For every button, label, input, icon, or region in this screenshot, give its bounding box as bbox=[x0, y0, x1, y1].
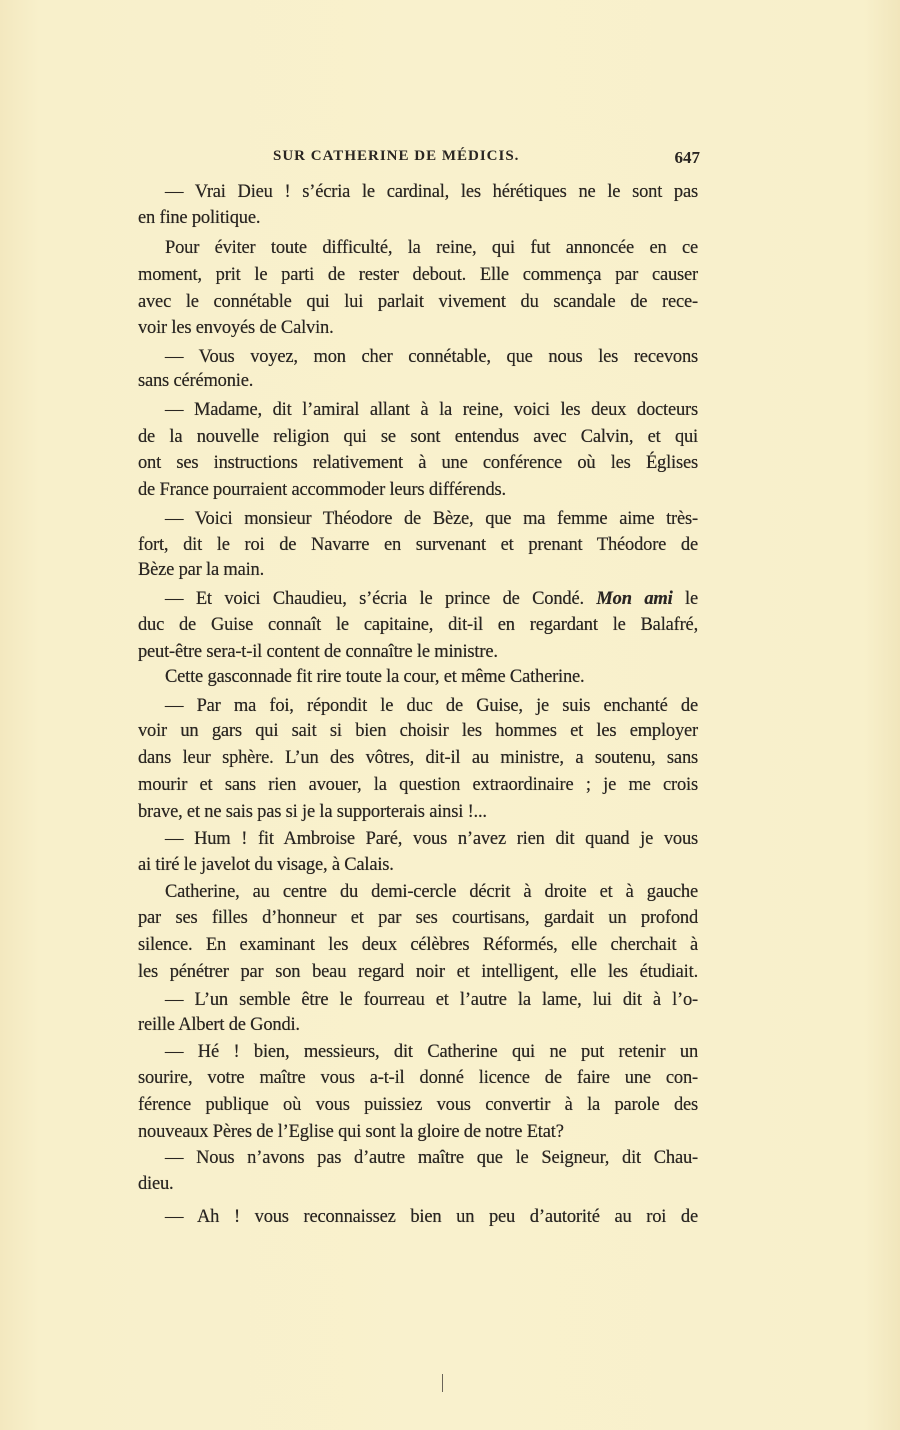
text-line-content: dieu. bbox=[138, 1174, 174, 1194]
text-line bbox=[165, 1040, 698, 1064]
text-line bbox=[138, 933, 698, 957]
text-line bbox=[138, 1093, 698, 1117]
text-line bbox=[138, 773, 698, 797]
page-number: 647 bbox=[674, 148, 700, 167]
text-line-content: — Ah ! vous reconnaissez bien un peu d’autorité au roi de bbox=[165, 1207, 698, 1227]
text-line bbox=[138, 478, 698, 502]
text-line bbox=[138, 316, 698, 340]
text-line-content: — Nous n’avons pas d’autre maître que le Seigneur, dit Chau- bbox=[165, 1148, 698, 1168]
text-line bbox=[165, 827, 698, 851]
text-line-content: Cette gasconnade fit rire toute la cour, et même Catherine. bbox=[165, 667, 585, 687]
text-line-content: nouveaux Pères de l’Eglise qui sont la gloire de notre Etat? bbox=[138, 1122, 564, 1142]
text-line-content: ont ses instructions relativement à une conférence où les Églises bbox=[138, 453, 698, 473]
text-line bbox=[138, 290, 698, 314]
text-line bbox=[138, 1172, 698, 1196]
text-line bbox=[138, 533, 698, 557]
text-line bbox=[138, 451, 698, 475]
text-line bbox=[138, 960, 698, 984]
scan-mark bbox=[442, 1374, 443, 1392]
text-line bbox=[165, 398, 698, 422]
text-line-content: — Vous voyez, mon cher connétable, que nous les recevons bbox=[165, 347, 698, 367]
text-line bbox=[138, 613, 698, 637]
text-line bbox=[138, 746, 698, 770]
text-line-content: — Et voici Chaudieu, s’écria le prince de Condé. bbox=[165, 589, 597, 609]
text-line-tail: le bbox=[672, 589, 698, 609]
text-line-content: dans leur sphère. L’un des vôtres, dit-il au ministre, a soutenu, sans bbox=[138, 748, 698, 768]
text-line-content: férence publique où vous puissiez vous convertir à la parole des bbox=[138, 1095, 698, 1115]
text-line-content: reille Albert de Gondi. bbox=[138, 1015, 300, 1035]
text-line-content: ai tiré le javelot du visage, à Calais. bbox=[138, 855, 394, 875]
text-line bbox=[165, 880, 698, 904]
text-line-content: — Hé ! bien, messieurs, dit Catherine qui ne put retenir un bbox=[165, 1042, 698, 1062]
text-line-content: Catherine, au centre du demi-cercle décrit à droite et à gauche bbox=[165, 882, 698, 902]
text-line bbox=[138, 1013, 698, 1037]
text-line-content: — Hum ! fit Ambroise Paré, vous n’avez rien dit quand je vous bbox=[165, 829, 698, 849]
text-line-content: fort, dit le roi de Navarre en survenant et prenant Théodore de bbox=[138, 535, 698, 555]
text-line bbox=[138, 906, 698, 930]
text-line-content: Bèze par la main. bbox=[138, 560, 265, 580]
text-line-content: avec le connétable qui lui parlait vivement du scandale de rece- bbox=[138, 292, 698, 312]
running-header bbox=[138, 148, 700, 172]
text-line bbox=[138, 369, 698, 393]
text-line bbox=[165, 236, 698, 260]
text-line bbox=[138, 1066, 698, 1090]
text-line-content: par ses filles d’honneur et par ses courtisans, gardait un profond bbox=[138, 908, 698, 928]
text-line-content: brave, et ne sais pas si je la supporterais ainsi !... bbox=[138, 802, 487, 822]
italic-emphasis: Mon ami bbox=[596, 589, 673, 609]
text-line-content: les pénétrer par son beau regard noir et intelligent, elle les étudiait. bbox=[138, 962, 698, 982]
text-line bbox=[138, 263, 698, 287]
text-line-content: de la nouvelle religion qui se sont entendus avec Calvin, et qui bbox=[138, 427, 698, 447]
text-line-content: duc de Guise connaît le capitaine, dit-il en regardant le Balafré, bbox=[138, 615, 698, 635]
text-line-content: en fine politique. bbox=[138, 208, 261, 228]
text-line bbox=[165, 988, 698, 1012]
text-line bbox=[165, 1146, 698, 1170]
text-line-content: de France pourraient accommoder leurs différends. bbox=[138, 480, 506, 500]
text-line bbox=[165, 345, 698, 369]
text-line-content: sourire, votre maître vous a-t-il donné licence de faire une con- bbox=[138, 1068, 698, 1088]
text-line-content: — Vrai Dieu ! s’écria le cardinal, les hérétiques ne le sont pas bbox=[165, 182, 698, 202]
text-line bbox=[138, 558, 698, 582]
text-line bbox=[138, 719, 698, 743]
text-line-content: — L’un semble être le fourreau et l’autre la lame, lui dit à l’o- bbox=[165, 990, 698, 1010]
text-line bbox=[138, 425, 698, 449]
text-line-content: voir un gars qui sait si bien choisir les hommes et les employer bbox=[138, 721, 698, 741]
text-line bbox=[138, 800, 698, 824]
text-line-content: Pour éviter toute difficulté, la reine, qui fut annoncée en ce bbox=[165, 238, 698, 258]
text-line-content: voir les envoyés de Calvin. bbox=[138, 318, 334, 338]
text-line bbox=[165, 180, 698, 204]
running-title: SUR CATHERINE DE MÉDICIS. bbox=[273, 148, 520, 164]
text-line-content: peut-être sera-t-il content de connaître le ministre. bbox=[138, 642, 498, 662]
text-line bbox=[138, 853, 698, 877]
text-line-content: — Madame, dit l’amiral allant à la reine, voici les deux docteurs bbox=[165, 400, 698, 420]
text-line bbox=[138, 640, 698, 664]
text-line-content: mourir et sans rien avouer, la question extraordinaire ; je me crois bbox=[138, 775, 698, 795]
text-line bbox=[165, 665, 698, 689]
text-line-content: silence. En examinant les deux célèbres Réformés, elle cherchait à bbox=[138, 935, 698, 955]
text-line-content: — Voici monsieur Théodore de Bèze, que ma femme aime très- bbox=[165, 509, 698, 529]
text-line-content: — Par ma foi, répondit le duc de Guise, je suis enchanté de bbox=[165, 696, 698, 716]
text-line bbox=[138, 206, 698, 230]
text-line bbox=[165, 694, 698, 718]
text-line bbox=[165, 1205, 698, 1229]
text-line-content: sans cérémonie. bbox=[138, 371, 254, 391]
text-line bbox=[138, 1120, 698, 1144]
text-line bbox=[165, 587, 698, 611]
text-line bbox=[165, 507, 698, 531]
text-line-content: moment, prit le parti de rester debout. Elle commença par causer bbox=[138, 265, 698, 285]
